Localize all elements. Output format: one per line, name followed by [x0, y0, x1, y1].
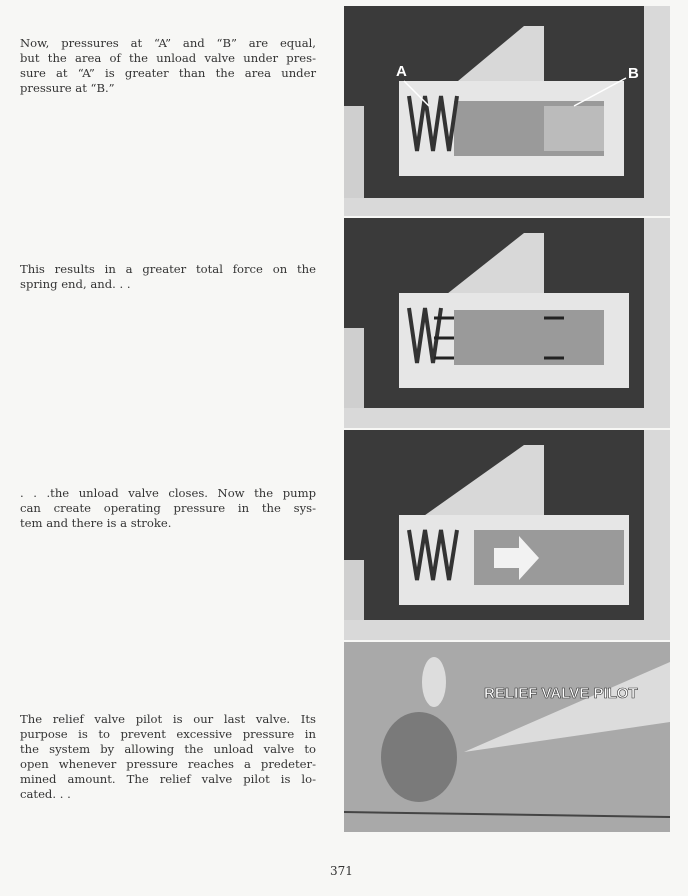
figure-relief-valve-pilot [344, 642, 670, 832]
page-number: 371 [330, 864, 353, 878]
figure-valve-equal-pressure [344, 6, 670, 216]
label-b: B [628, 65, 639, 82]
label-a: A [396, 63, 407, 80]
text-line: The relief valve pilot is our last valve. Its [20, 712, 316, 726]
cartoon-character [381, 712, 457, 802]
figure-valve-greater-force [344, 218, 670, 428]
text-line: tem and there is a stroke. [20, 516, 172, 530]
text-line: This results in a greater total force on the [20, 262, 316, 276]
text-line: open whenever pressure reaches a predeter- [20, 757, 316, 771]
text-line: . . .the unload valve closes. Now the pump [20, 486, 316, 500]
relief-valve-pilot-title: RELIEF VALVE PILOT [484, 685, 638, 702]
text-line: the system by allowing the unload valve to [20, 742, 316, 756]
paragraph-relief-valve-pilot [20, 712, 316, 802]
text-line: but the area of the unload valve under pres- [20, 51, 316, 65]
paragraph-equal-pressures [20, 36, 316, 96]
text-line: pressure at “B.” [20, 81, 115, 95]
paragraph-valve-closes [20, 486, 316, 531]
text-line: mined amount. The relief valve pilot is lo- [20, 772, 316, 786]
text-line: cated. . . [20, 787, 71, 801]
text-line: purpose is to prevent excessive pressure in [20, 727, 316, 741]
paragraph-greater-force [20, 262, 316, 292]
text-line: Now, pressures at “A” and “B” are equal, [20, 36, 316, 50]
text-line: spring end, and. . . [20, 277, 131, 291]
figure-valve-closed [344, 430, 670, 640]
text-line: can create operating pressure in the sys- [20, 501, 316, 515]
text-line: sure at “A” is greater than the area under [20, 66, 316, 80]
